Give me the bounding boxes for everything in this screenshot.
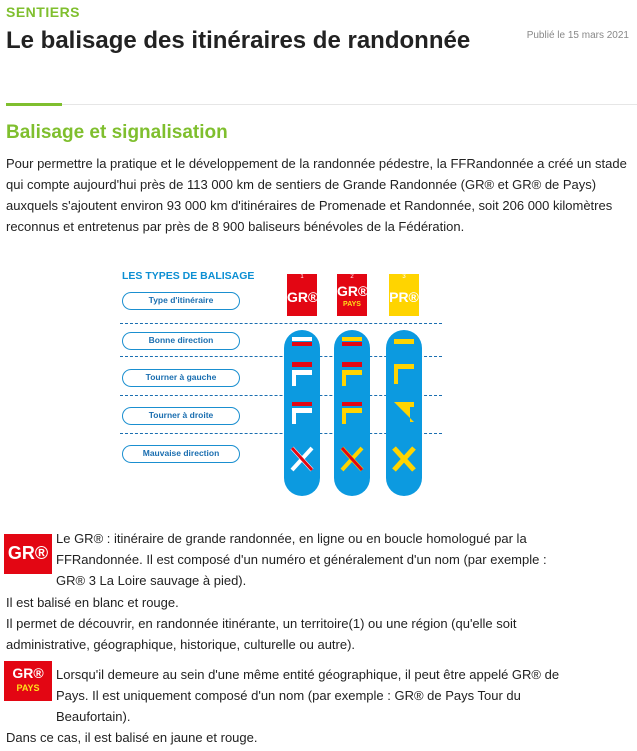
gr-text-3: GR® 3 La Loire sauvage à pied). (56, 573, 247, 588)
gr-text-2: FFRandonnée. Il est composé d'un numéro et généralement d'un nom (par exemple : (56, 552, 547, 567)
page-title: Le balisage des itinéraires de randonnée (6, 27, 471, 54)
gr-text-1: Le GR® : itinéraire de grande randonnée, en ligne ou en boucle homologué par la (56, 531, 527, 546)
gr-marks-icon (284, 330, 320, 496)
gr-text-5: Il permet de découvrir, en randonnée itinérante, un territoire(1) ou une région (qu'elle soit (6, 616, 517, 631)
row-mauvaise-direction: Mauvaise direction (122, 445, 240, 463)
track-pr (386, 330, 422, 496)
grp-text-1: Lorsqu'il demeure au sein d'une même entité géographique, il peut être appelé GR® de (56, 667, 560, 682)
row-bonne-direction: Bonne direction (122, 332, 240, 350)
row-divider (120, 323, 442, 324)
row-tourner-gauche: Tourner à gauche (122, 369, 240, 387)
badge-gr: 1 GR® (287, 274, 317, 316)
intro-paragraph: Pour permettre la pratique et le développement de la randonnée pédestre, la FFRandonnée a créé un stade qui compte aujourd'hui près de 113 000 km de sentiers de Grande Randonnée (GR® et GR® de Pays) auxquels s'ajoutent environ 93 000 km d'itinéraires de Promenade et Randonnée, soit 206 000 kilomètres reconnus et entretenus par près de 8 900 baliseurs bénévoles de la Fédération. (6, 156, 627, 234)
badge-pr: 3 PR® (389, 274, 419, 316)
gr-pays-marks-icon (334, 330, 370, 496)
infographic-title: LES TYPES DE BALISAGE (122, 270, 255, 282)
grp-text-2: Pays. Il est uniquement composé d'un nom (par exemple : GR® de Pays Tour du (56, 688, 521, 703)
row-tourner-droite: Tourner à droite (122, 407, 240, 425)
gr-text-6: administrative, géographique, historique, culturelle ou autre). (6, 637, 356, 652)
divider-accent (6, 103, 62, 106)
grp-text-3: Beaufortain). (56, 709, 131, 724)
category-label[interactable]: SENTIERS (6, 4, 81, 20)
gr-text-4: Il est balisé en blanc et rouge. (6, 595, 179, 610)
balisage-infographic (112, 266, 442, 498)
section-title: Balisage et signalisation (6, 122, 228, 143)
divider (6, 104, 637, 105)
gr-logo: GR® (4, 534, 52, 574)
publish-date: Publié le 15 mars 2021 (526, 30, 629, 41)
track-gr (284, 330, 320, 496)
row-type-itineraire: Type d'itinéraire (122, 292, 240, 310)
pr-marks-icon (386, 330, 422, 496)
badge-gr-pays: 2 GR® PAYS (337, 274, 367, 316)
grp-text-4: Dans ce cas, il est balisé en jaune et rouge. (6, 730, 258, 745)
track-gr-pays (334, 330, 370, 496)
gr-pays-logo: GR® PAYS (4, 661, 52, 701)
